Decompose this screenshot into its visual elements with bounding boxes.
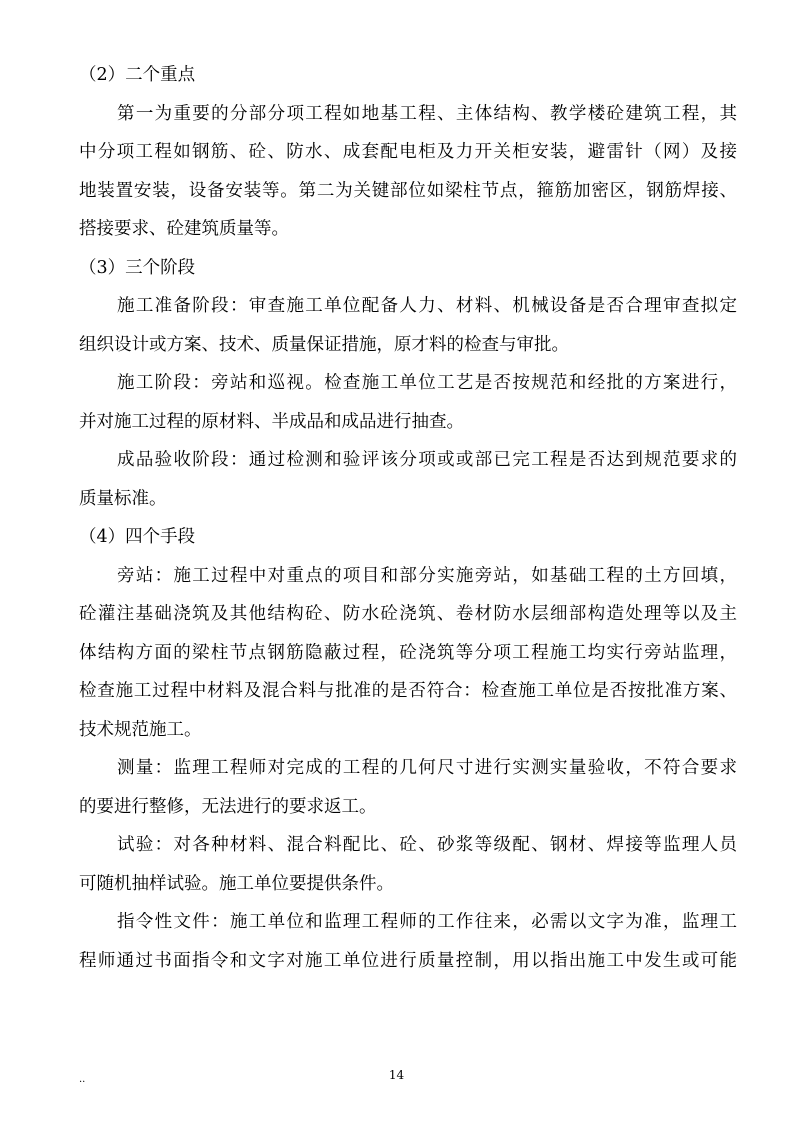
paragraph-line: 程师通过书面指令和文字对施工单位进行质量控制，用以指出施工中发生或可能 xyxy=(79,950,737,971)
paragraph-line: 质量标准。 xyxy=(79,488,167,509)
section-heading-four-means: （4）四个手段 xyxy=(79,527,196,547)
paragraph-line: 旁站：施工过程中对重点的项目和部分实施旁站，如基础工程的土方回填， xyxy=(117,565,737,586)
paragraph-line: 组织设计或方案、技术、质量保证措施，原才料的检查与审批。 xyxy=(79,334,569,355)
page-number: 14 xyxy=(388,1068,405,1082)
paragraph-line: 施工准备阶段：审查施工单位配备人力、材料、机械设备是否合理审查拟定 xyxy=(117,296,737,316)
paragraph-line: 成品验收阶段：通过检测和验评该分项或或部已完工程是否达到规范要求的 xyxy=(117,450,737,470)
paragraph-line: 可随机抽样试验。施工单位要提供条件。 xyxy=(79,873,394,894)
paragraph-line: 体结构方面的梁柱节点钢筋隐蔽过程，砼浇筑等分项工程施工均实行旁站监理， xyxy=(79,642,737,663)
paragraph-line: 测量：监理工程师对完成的工程的几何尺寸进行实测实量验收，不符合要求 xyxy=(117,758,737,778)
footer-marker: .. xyxy=(79,1074,86,1085)
paragraph-line: 并对施工过程的原材料、半成品和成品进行抽查。 xyxy=(79,411,464,432)
paragraph-line: 砼灌注基础浇筑及其他结构砼、防水砼浇筑、卷材防水层细部构造处理等以及主 xyxy=(79,604,737,624)
paragraph-line: 试验：对各种材料、混合料配比、砼、砂浆等级配、钢材、焊接等监理人员 xyxy=(117,835,737,855)
paragraph-line: 指令性文件：施工单位和监理工程师的工作往来，必需以文字为准，监理工 xyxy=(117,912,737,932)
paragraph-line: 的要进行整修，无法进行的要求返工。 xyxy=(79,796,377,817)
document-body xyxy=(79,56,737,980)
paragraph-line: 检查施工过程中材料及混合料与批准的是否符合：检查施工单位是否按批准方案、 xyxy=(79,681,737,701)
paragraph-line: 施工阶段：旁站和巡视。检查施工单位工艺是否按规范和经批的方案进行， xyxy=(117,373,737,393)
paragraph-line: 技术规范施工。 xyxy=(79,719,202,740)
paragraph-line: 第一为重要的分部分项工程如地基工程、主体结构、教学楼砼建筑工程，其 xyxy=(117,103,737,124)
section-heading-three-stages: （3）三个阶段 xyxy=(79,257,196,278)
paragraph-line: 搭接要求、砼建筑质量等。 xyxy=(79,219,289,239)
paragraph-line: 中分项工程如钢筋、砼、防水、成套配电柜及力开关柜安装，避雷针（网）及接 xyxy=(79,142,737,162)
paragraph-line: 地装置安装，设备安装等。第二为关键部位如梁柱节点，箍筋加密区，钢筋焊接、 xyxy=(79,180,737,201)
section-heading-two-key-points: （2）二个重点 xyxy=(79,65,196,85)
